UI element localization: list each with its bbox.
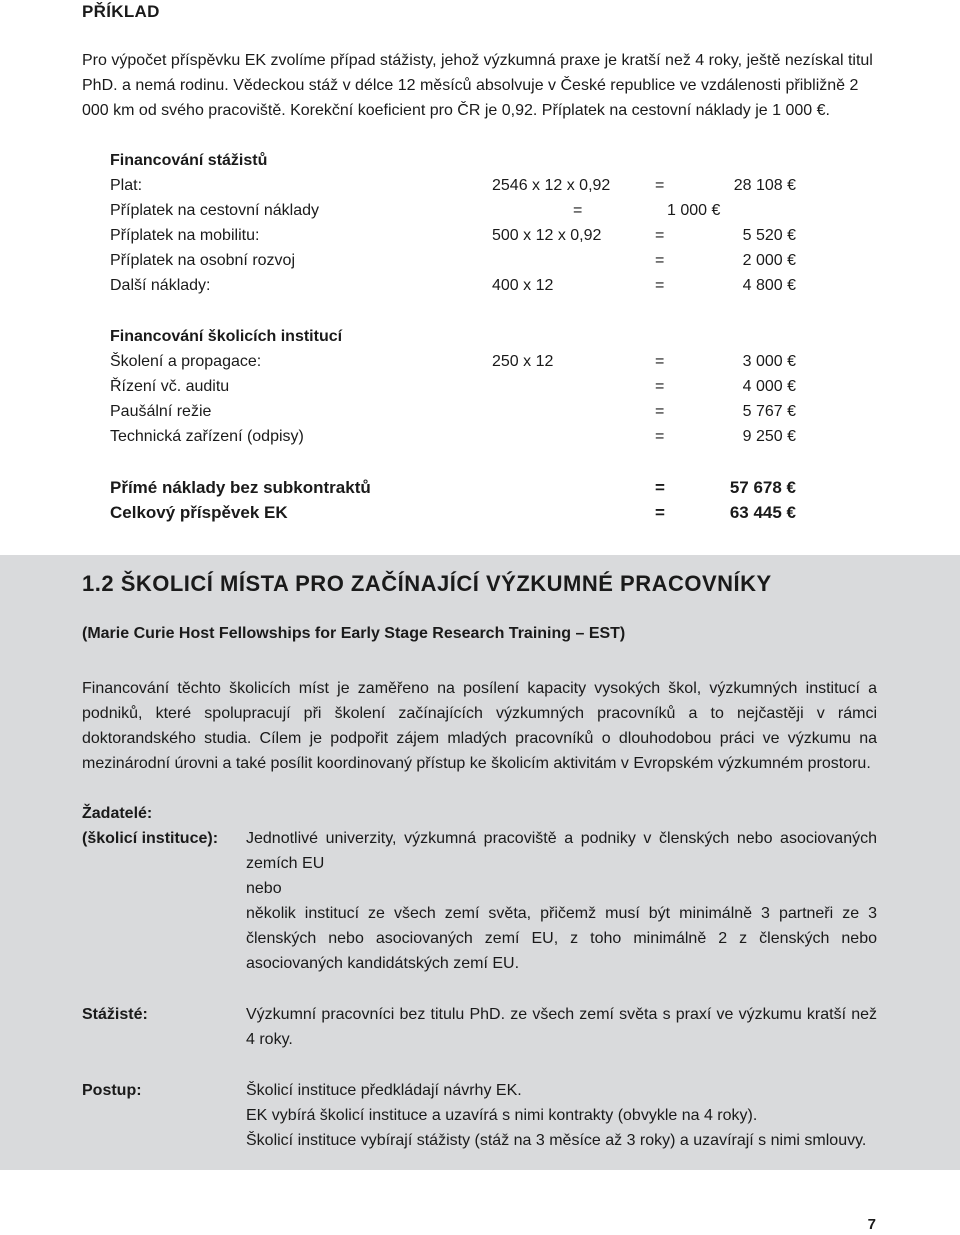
trainees-text: Výzkumní pracovníci bez titulu PhD. ze všech zemí světa s praxí ve výzkumu kratší než 4 roky. <box>246 1006 877 1048</box>
applicants-text: Jednotlivé univerzity, výzkumná pracoviště a podniky v členských nebo asociovaných zemích EU nebo několik institucí ze všech zemí světa, přičemž musí být minimálně 3 partneři ze 3 členských nebo asociovaných zemí EU, z toho minimálně 2 z členských nebo asociovaných kandidátských zemí EU. <box>246 830 877 972</box>
section-paragraph: Financování těchto školicích míst je zaměřeno na posílení kapacity vysokých škol, výzkumných institucí a podniků, které spolupracují při školení začínajících výzkumných pracovníků a to nejčastěji v rámci doktorandského studia. Cílem je podpořit zájem mladých pracovníků o dlouhodobou práci ve výzkumu na mezinárodní úrovni a také posílit koordinovaný přístup ke školicím aktivitám v Evropském výzkumném prostoru. <box>82 680 877 772</box>
example-box: PŘÍKLAD Pro výpočet příspěvku EK zvolíme případ stážisty, jehož výzkumná praxe je kratší než 4 roky, ještě nezískal titul PhD. a nemá rodinu. Vědeckou stáž v délce 12 měsíců absolvuje v České republice ve vzdálenosti přibližně 2 000 km od svého pracoviště. Korekční koeficient pro ČR je 0,92. Příplatek na cestovní náklady je 1 000 €. Financování stážistů Plat: 2546 x 12 x 0,92 = 28 108 € Příplatek na cestovní náklady = 1 000 € Příplatek na mobilitu: 500 x 12 x 0,92 = 5 520 € Příplatek na osobní rozvoj = 2 000 € Další náklady: 400 x 12 = 4 800 € Financování školicích institucí Školení a propagace: 250 x 12 = 3 000 € Řízení vč. auditu = 4 000 € Paušální režie = 5 767 € Technická zařízení (odpisy) = 9 250 € Přímé náklady bez subkontraktů = 57 678 € Celkový příspěvek EK = 63 445 € <box>0 0 960 555</box>
section-subtitle: (Marie Curie Host Fellowships for Early Stage Research Training – EST) <box>82 625 626 642</box>
procedure-label: Postup: <box>82 1082 142 1099</box>
page-number: 7 <box>867 1216 876 1233</box>
example-title: PŘÍKLAD <box>82 2 160 21</box>
trainees-label: Stážisté: <box>82 1006 148 1023</box>
institutions-heading: Financování školicích institucí <box>110 328 343 345</box>
example-intro: Pro výpočet příspěvku EK zvolíme případ stážisty, jehož výzkumná praxe je kratší než 4 roky, ještě nezískal titul PhD. a nemá rodinu. Vědeckou stáž v délce 12 měsíců absolvuje v České republice ve vzdálenosti přibližně 2 000 km od svého pracoviště. Korekční koeficient pro ČR je 0,92. Příplatek na cestovní náklady je 1 000 €. <box>82 52 873 119</box>
procedure-text: Školicí instituce předkládají návrhy EK. EK vybírá školicí instituce a uzavírá s nimi kontrakty (obvykle na 4 roky). Školicí instituce vybírají stážisty (stáž na 3 měsíce až 3 roky) a uzavírají s nimi smlouvy. <box>246 1082 867 1149</box>
fellows-heading: Financování stážistů <box>110 152 268 169</box>
section-title: 1.2 ŠKOLICÍ MÍSTA PRO ZAČÍNAJÍCÍ VÝZKUMNÉ PRACOVNÍKY <box>82 571 772 596</box>
applicants-label: Žadatelé: <box>82 805 153 822</box>
section-panel <box>0 555 960 1170</box>
applicants-sublabel: (školicí instituce): <box>82 830 219 847</box>
